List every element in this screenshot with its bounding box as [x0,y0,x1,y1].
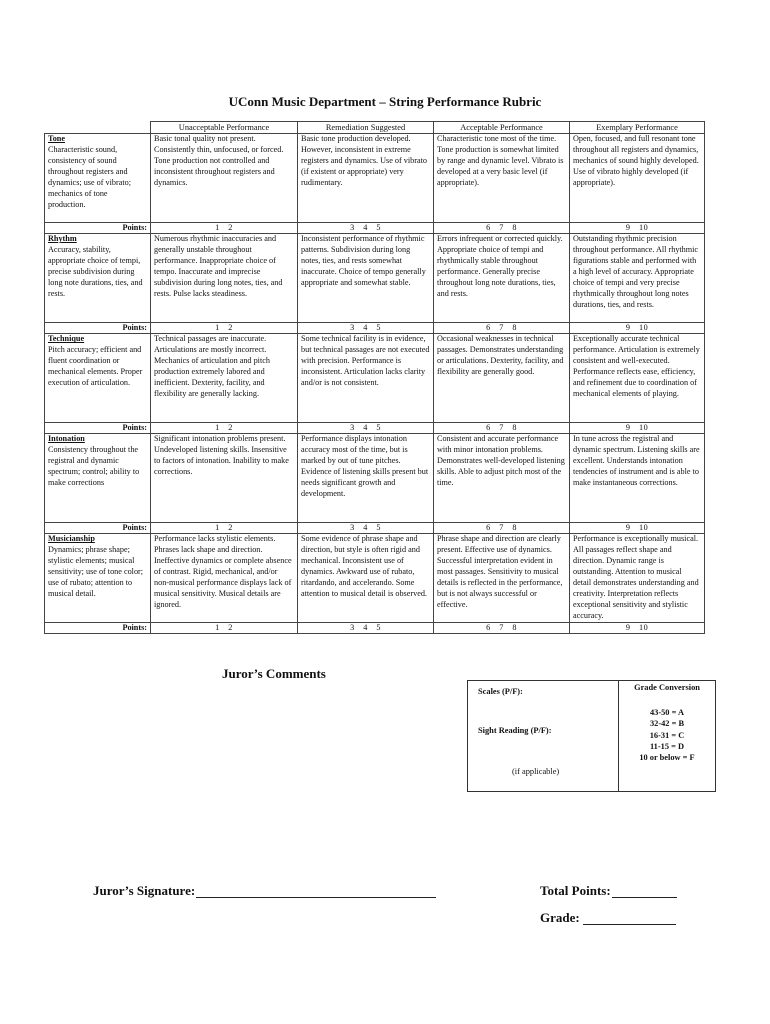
points-row [45,623,705,634]
comments-heading: Juror’s Comments [222,666,326,681]
category-cell [45,434,151,523]
column-header: Unacceptable Performance [151,122,298,134]
rubric-body [45,134,705,634]
criteria-cell: Occasional weaknesses in technical passages. Demonstrates understanding or articulations. Dexterity, facility, and flexibility are generally good. [434,334,570,423]
header-corner [45,122,151,134]
header-row [45,122,705,134]
score-options[interactable]: 3 4 5 [298,623,434,634]
score-options[interactable]: 6 7 8 [434,423,570,434]
rubric-row-rhythm [45,234,705,323]
score-options[interactable]: 1 2 [151,323,298,334]
rubric-table [44,121,705,634]
criteria-cell: Basic tone production developed. However, inconsistent in extreme registers and dynamics. Use of vibrato (if existent or appropriate) very rudimentary. [298,134,434,223]
rubric-row-musicianship [45,534,705,623]
category-name: Tone [48,134,65,144]
column-header: Exemplary Performance [570,122,705,134]
score-options[interactable]: 9 10 [570,623,705,634]
points-label: Points: [45,223,151,234]
score-options[interactable]: 3 4 5 [298,523,434,534]
criteria-cell: Phrase shape and direction are clearly present. Effective use of dynamics. Successful interpretation evident in most passages. Sensitivity to musical details is reflected in the performance, but is not always successful or effective. [434,534,570,623]
score-options[interactable]: 6 7 8 [434,523,570,534]
criteria-cell: Characteristic tone most of the time. Tone production is somewhat limited by range and dynamic level. Vibrato is developed at a very basic level (if appropriate). [434,134,570,223]
scales-label: Scales (P/F): [478,687,523,696]
category-cell [45,134,151,223]
category-cell [45,234,151,323]
score-options[interactable]: 1 2 [151,523,298,534]
signature-line[interactable] [196,897,436,898]
criteria-cell: Some evidence of phrase shape and direction, but style is often rigid and mechanical. Inconsistent use of dynamics. Awkward use of rubato, ritardando, and accelerando. Some attention to musical detail is observed. [298,534,434,623]
criteria-cell: Inconsistent performance of rhythmic patterns. Subdivision during long notes, ties, and rests somewhat inaccurate. Choice of tempo generally appropriate and somewhat stable. [298,234,434,323]
grade-conversion-entry: 10 or below = F [639,753,695,763]
grade-line[interactable] [583,924,676,925]
grade-conversion-entry: 32-42 = B [649,719,685,729]
score-options[interactable]: 1 2 [151,223,298,234]
criteria-cell: Outstanding rhythmic precision throughout performance. All rhythmic figurations stable and performed with a high level of accuracy. Appropriate choice of tempi and very precise rhythmically throughout long notes durations, ties, and rests. [570,234,705,323]
grade-conversion-list [619,707,715,764]
page-title: UConn Music Department – String Performance Rubric [228,94,542,109]
category-name: Rhythm [48,234,77,244]
category-name: Intonation [48,434,85,444]
score-options[interactable]: 9 10 [570,523,705,534]
category-name: Technique [48,334,85,344]
sight-reading-label: Sight Reading (P/F): [478,726,552,735]
criteria-cell: Performance lacks stylistic elements. Phrases lack shape and direction. Ineffective dynamics or complete absence of contrast. Rigid, mechanical, and/or non-musical performance displays lack of musical sensitivity. Musical details are ignored. [151,534,298,623]
score-options[interactable]: 9 10 [570,223,705,234]
criteria-cell: Numerous rhythmic inaccuracies and generally unstable throughout performance. Inappropriate choice of tempo. Inaccurate and imprecise subdivision during long notes, ties, and rests. Pulse lacks steadiness. [151,234,298,323]
grade-conversion-entry: 43-50 = A [649,708,685,717]
criteria-cell: Performance is exceptionally musical. All passages reflect shape and direction. Dynamic range is outstanding. Attention to musical detail demonstrates understanding and creativity. Interpretation reflects exceptional sensitivity and stylistic accuracy. [570,534,705,623]
criteria-cell: Basic tonal quality not present. Consistently thin, unfocused, or forced. Tone production not controlled and inconsistent throughout registers and dynamics. [151,134,298,223]
score-options[interactable]: 6 7 8 [434,223,570,234]
score-options[interactable]: 9 10 [570,323,705,334]
column-header: Acceptable Performance [434,122,570,134]
score-options[interactable]: 1 2 [151,423,298,434]
criteria-cell: Consistent and accurate performance with minor intonation problems. Demonstrates well-developed listening skills. Able to adjust pitch most of the time. [434,434,570,523]
score-options[interactable]: 9 10 [570,423,705,434]
column-header: Remediation Suggested [298,122,434,134]
rubric-row-intonation [45,434,705,523]
category-name: Musicianship [48,534,95,544]
score-options[interactable]: 3 4 5 [298,323,434,334]
criteria-cell: Significant intonation problems present. Undeveloped listening skills. Insensitive to factors of intonation. Inability to make corrections. [151,434,298,523]
category-description: Pitch accuracy; efficient and fluent coordination or mechanical elements. Proper execution of articulation. [48,345,143,388]
grade-conversion-entry: 16-31 = C [649,730,685,740]
criteria-cell: Some technical facility is in evidence, but technical passages are not executed with precision. Performance is inconsistent. Articulation lacks clarity and/or is not consistent. [298,334,434,423]
criteria-cell: Errors infrequent or corrected quickly. Appropriate choice of tempi and rhythmically stable throughout performance. Generally precise throughout long note durations, ties, and rests. [434,234,570,323]
total-points-line[interactable] [612,897,677,898]
score-options[interactable]: 3 4 5 [298,423,434,434]
criteria-cell: Open, focused, and full resonant tone throughout all registers and dynamics, mechanics of sound highly developed. Use of vibrato highly developed (if appropriate). [570,134,705,223]
grade-label: Grade: [540,910,580,925]
grade-conversion-entry: 11-15 = D [649,742,685,752]
if-applicable-note: (if applicable) [512,767,560,776]
grade-conversion-title: Grade Conversion [634,683,700,692]
category-description: Dynamics; phrase shape; stylistic elements; musical sensitivity; use of tone color; use of rubato; attention to musical detail. [48,545,144,599]
points-label: Points: [45,523,151,534]
score-options[interactable]: 1 2 [151,623,298,634]
criteria-cell: In tune across the registral and dynamic spectrum. Listening skills are excellent. Understands intonation tendencies of instrument and is able to make instantaneous corrections. [570,434,705,523]
category-description: Characteristic sound, consistency of sound throughout registers and dynamics; use of vibrato; mechanics of tone production. [48,145,131,210]
criteria-cell: Technical passages are inaccurate. Articulations are mostly incorrect. Mechanics of articulation and pitch production extremely labored and inefficient. Dexterity, facility, and flexibility are generally lacking. [151,334,298,423]
points-row [45,423,705,434]
juror-info-box [467,680,716,792]
criteria-cell: Performance displays intonation accuracy most of the time, but is marked by out of tune pitches. Evidence of listening skills present but needs significant growth and development. [298,434,434,523]
category-cell [45,334,151,423]
points-label: Points: [45,623,151,634]
rubric-row-technique [45,334,705,423]
total-points-label: Total Points: [540,883,611,898]
category-description: Consistency throughout the registral and dynamic spectrum; control; ability to make corrections [48,445,140,488]
score-options[interactable]: 6 7 8 [434,623,570,634]
points-row [45,523,705,534]
rubric-row-tone [45,134,705,223]
category-description: Accuracy, stability, appropriate choice of tempi, precise subdivision during long note durations, ties, and rests. [48,245,143,299]
points-label: Points: [45,323,151,334]
criteria-cell: Exceptionally accurate technical performance. Articulation is extremely consistent and well-executed. Performance reflects ease, efficiency, and refinement due to coordination of mechanical elements of playing. [570,334,705,423]
signature-label: Juror’s Signature: [93,883,196,898]
score-options[interactable]: 6 7 8 [434,323,570,334]
category-cell [45,534,151,623]
score-options[interactable]: 3 4 5 [298,223,434,234]
points-row [45,223,705,234]
points-row [45,323,705,334]
points-label: Points: [45,423,151,434]
